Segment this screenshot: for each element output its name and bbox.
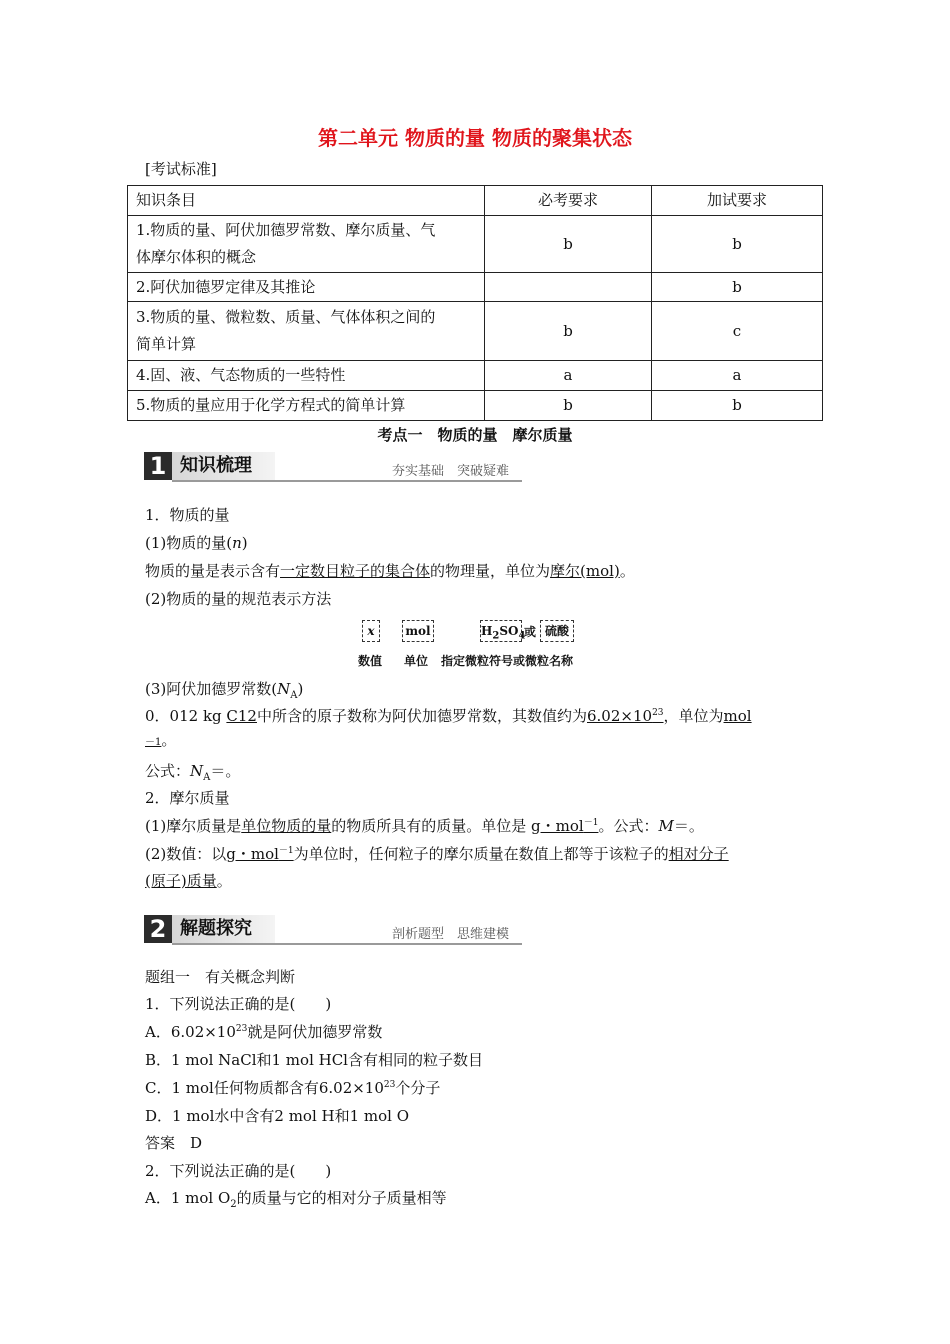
table-cell-extra: c bbox=[652, 302, 823, 361]
option-1a: A．$6.02\times 10^{23}$就是阿伏加德罗常数 bbox=[145, 1023, 383, 1041]
table-cell-extra: b bbox=[652, 273, 823, 302]
table-cell-required: b bbox=[485, 216, 652, 273]
or-label: 或 bbox=[524, 625, 537, 639]
unit-box: mol bbox=[402, 620, 434, 642]
heading-2: 2．摩尔质量 bbox=[145, 789, 230, 807]
banner-label: 解题探究 bbox=[172, 915, 275, 943]
banner-number: 1 bbox=[144, 452, 172, 480]
name-box: 硫酸 bbox=[540, 620, 574, 642]
banner-subtitle: 夯实基础 突破疑难 bbox=[392, 464, 510, 479]
option-1b: B．1 mol NaCl和1 mol HCl含有相同的粒子数目 bbox=[145, 1051, 483, 1069]
heading-1: 1．物质的量 bbox=[145, 506, 230, 524]
table-cell-extra: b bbox=[652, 391, 823, 421]
paragraph-molar-mass: (1)摩尔质量是单位物质的量的物质所具有的质量。单位是 g・mol$^{-1}$。公式：M＝。 bbox=[145, 817, 704, 835]
section-banner-knowledge bbox=[144, 452, 524, 488]
unit-label: 单位 bbox=[404, 654, 429, 668]
question-2: 2．下列说法正确的是( ) bbox=[145, 1162, 332, 1180]
table-cell-item: 5.物质的量应用于化学方程式的简单计算 bbox=[128, 391, 485, 421]
answer-1: 答案 D bbox=[145, 1134, 203, 1152]
table-cell-required: b bbox=[485, 302, 652, 361]
table-cell-item: 3.物质的量、微粒数、质量、气体体积之间的 简单计算 bbox=[128, 302, 485, 361]
paragraph-value-cont: (原子)质量。 bbox=[145, 872, 232, 890]
formula-na: 公式：$N_A=$。 bbox=[145, 762, 241, 783]
subheading-1: (1)物质的量(n) bbox=[145, 534, 248, 552]
section-banner-practice bbox=[144, 915, 524, 951]
table-cell-item: 2.阿伏加德罗定律及其推论 bbox=[128, 273, 485, 302]
subheading-2: (2)物质的量的规范表示方法 bbox=[145, 590, 332, 608]
table-cell-item: 4.固、液、气态物质的一些特性 bbox=[128, 361, 485, 391]
table-row bbox=[128, 216, 823, 273]
banner-number: 2 bbox=[144, 915, 172, 943]
banner-divider bbox=[172, 480, 522, 482]
option-2a: A．1 mol $O_2$的质量与它的相对分子质量相等 bbox=[145, 1189, 447, 1210]
question-1: 1．下列说法正确的是( ) bbox=[145, 995, 332, 1013]
banner-divider bbox=[172, 943, 522, 945]
banner-subtitle: 剖析题型 思维建模 bbox=[392, 927, 510, 942]
table-cell-required: b bbox=[485, 391, 652, 421]
table-header-extra: 加试要求 bbox=[652, 186, 823, 216]
paragraph-avogadro-cont: －1。 bbox=[145, 731, 177, 749]
table-header-required: 必考要求 bbox=[485, 186, 652, 216]
question-group-title: 题组一 有关概念判断 bbox=[145, 968, 296, 986]
banner-label: 知识梳理 bbox=[172, 452, 275, 480]
option-1c: C．1 mol任何物质都含有$6.02\times 10^{23}$个分子 bbox=[145, 1079, 441, 1097]
value-label: 数值 bbox=[358, 654, 383, 668]
particle-label: 指定微粒符号或微粒名称 bbox=[441, 654, 574, 668]
table-cell-required bbox=[485, 273, 652, 302]
paragraph-value: (2)数值：以g・mol$^{-1}$为单位时，任何粒子的摩尔质量在数值上都等于该粒子的相对分子 bbox=[145, 845, 729, 863]
table-cell-extra: b bbox=[652, 216, 823, 273]
table-header-item: 知识条目 bbox=[128, 186, 485, 216]
table-row bbox=[128, 361, 823, 391]
paragraph-definition: 物质的量是表示含有一定数目粒子的集合体的物理量，单位为摩尔(mol)。 bbox=[145, 562, 635, 580]
page-title: 第二单元 物质的量 物质的聚集状态 bbox=[318, 126, 632, 150]
value-box: x bbox=[362, 620, 380, 642]
table-row bbox=[128, 391, 823, 421]
paragraph-avogadro: 0．012 kg C12中所含的原子数称为阿伏加德罗常数，其数值约为$6.02\times 10^{23}$，单位为mol bbox=[145, 707, 752, 725]
table-row bbox=[128, 273, 823, 302]
formula-box: $H_2SO_4$ bbox=[480, 620, 522, 642]
table-row bbox=[128, 302, 823, 361]
kaodian-heading: 考点一 物质的量 摩尔质量 bbox=[377, 426, 573, 444]
table-cell-item: 1.物质的量、阿伏加德罗常数、摩尔质量、气 体摩尔体积的概念 bbox=[128, 216, 485, 273]
table-header-row bbox=[128, 186, 823, 216]
table-cell-required: a bbox=[485, 361, 652, 391]
standards-table bbox=[127, 185, 823, 421]
standard-label: [考试标准] bbox=[145, 160, 217, 178]
option-1d: D．1 mol水中含有2 mol H和1 mol O bbox=[145, 1107, 410, 1125]
subheading-3: (3)阿伏加德罗常数$(N_A)$ bbox=[145, 680, 304, 701]
table-cell-extra: a bbox=[652, 361, 823, 391]
